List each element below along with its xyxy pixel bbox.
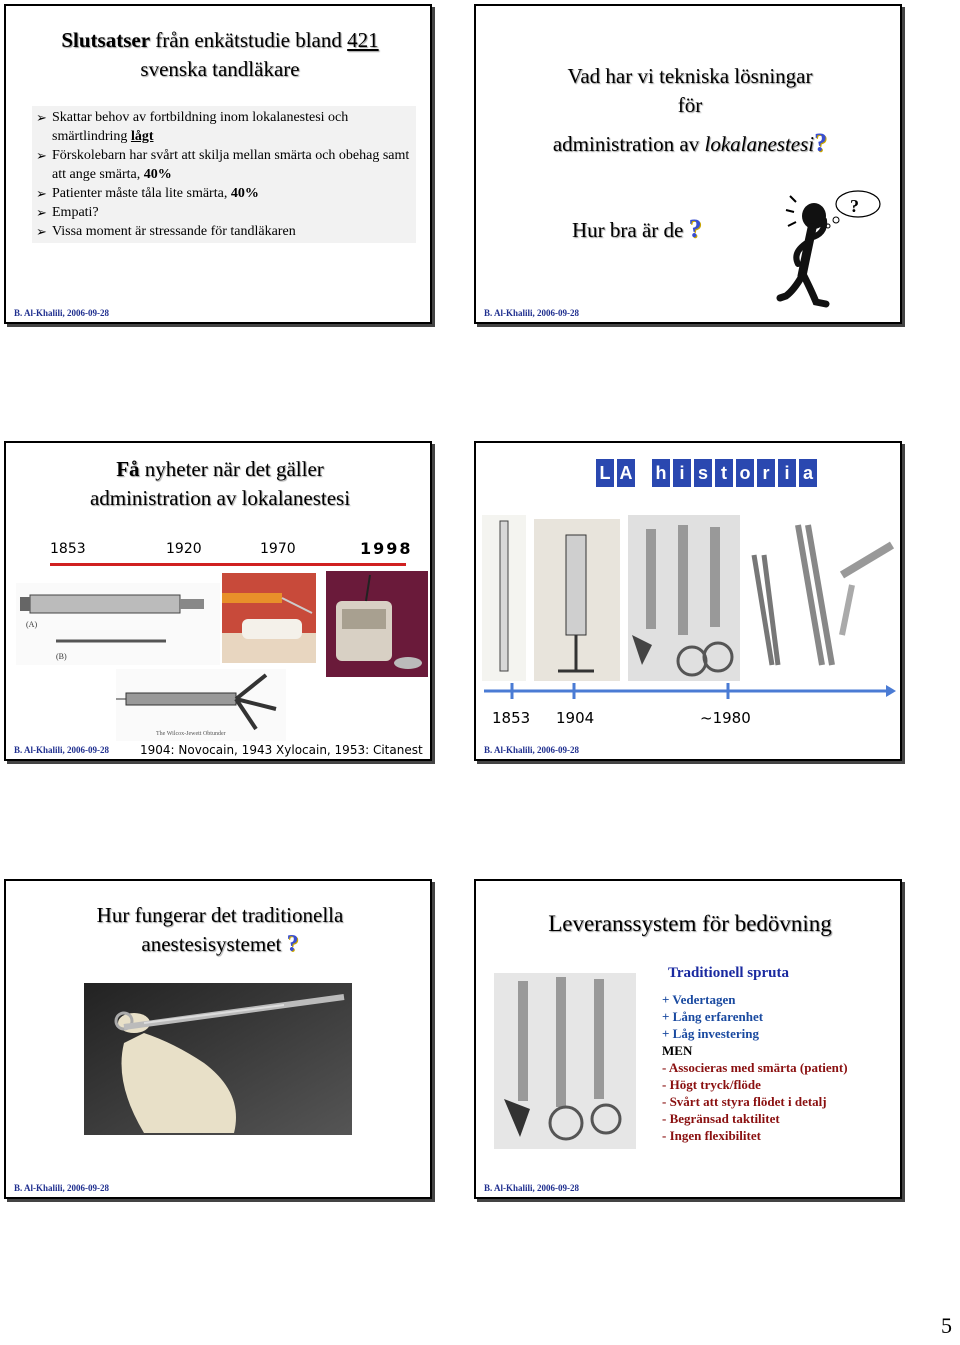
slide-3 (4, 441, 432, 761)
list-item: ➢ Skattar behov av fortbildning inom lokalanestesi och smärtlindring lågt (36, 110, 349, 144)
arrow-bullet-icon: ➢ (36, 110, 47, 125)
electronic-device-photo (326, 571, 428, 677)
logo-tile: h (652, 459, 670, 487)
slide-title: Få nyheter när det gäller administration av lokalanestesi (89, 457, 351, 510)
list-item: - Begränsad taktilitet (662, 1111, 780, 1126)
svg-text:(A): (A) (26, 620, 38, 629)
logo-tile: r (757, 459, 775, 487)
old-syringe-image (16, 583, 220, 665)
year-label: ~1980 (700, 709, 751, 727)
list-item: - Högt tryck/flöde (662, 1077, 761, 1092)
slide-2 (474, 4, 902, 324)
list-item: + Lång erfarenhet (662, 1009, 764, 1024)
question-text: Hur bra är de ? (572, 214, 702, 243)
anesthetic-caption: 1904: Novocain, 1943 Xylocain, 1953: Citanest (140, 743, 423, 757)
year-label: 1904 (556, 709, 595, 727)
list-item: - Associeras med smärta (patient) (662, 1060, 848, 1075)
logo-tile: o (736, 459, 754, 487)
list-item: ➢ Förskolebarn har svårt att skilja mellan smärta och obehag samt att ange smärta, 40% (36, 148, 410, 182)
la-historia-logo (596, 459, 817, 487)
list-item: - Svårt att styra flödet i detalj (662, 1094, 827, 1109)
logo-tile: t (715, 459, 733, 487)
slide-4 (474, 441, 902, 761)
page-number: 5 (941, 1313, 952, 1338)
list-item: ➢ Vissa moment är stressande för tandläkaren (36, 224, 296, 239)
slide-footer: B. Al-Khalili, 2006-09-28 (484, 308, 580, 318)
list-item: + Vedertagen (662, 992, 736, 1007)
list-item: - Ingen flexibilitet (662, 1128, 761, 1143)
svg-text:The Wilcox-Jewett Obtunder: The Wilcox-Jewett Obtunder (156, 731, 226, 737)
slide-footer: B. Al-Khalili, 2006-09-28 (484, 745, 580, 755)
slide-6 (474, 879, 902, 1199)
year-label-bold: 1998 (360, 539, 413, 558)
arrow-bullet-icon: ➢ (36, 205, 47, 220)
slide-footer: B. Al-Khalili, 2006-09-28 (14, 1183, 110, 1193)
arrow-bullet-icon: ➢ (36, 186, 47, 201)
logo-tile: A (617, 459, 635, 487)
men-label: MEN (662, 1043, 693, 1058)
slide-footer: B. Al-Khalili, 2006-09-28 (14, 308, 110, 318)
list-item: ➢ Patienter måste tåla lite smärta, 40% (36, 186, 259, 201)
gloved-hand-syringe-photo (84, 983, 352, 1135)
slide-1 (4, 4, 432, 324)
timeline-line (50, 563, 406, 566)
slide-subtitle: administration av lokalanestesi? (552, 128, 828, 157)
logo-tile: i (673, 459, 691, 487)
dental-injection-photo (222, 573, 316, 663)
slide-title: Slutsatser från enkätstudie bland 421 svenska tandläkare (61, 28, 379, 81)
arrow-bullet-icon: ➢ (36, 148, 47, 163)
slide-title: Leveranssystem för bedövning (548, 911, 832, 936)
year-label: 1970 (260, 541, 296, 557)
list-item: + Låg investering (662, 1026, 759, 1041)
antique-syringe-drawing (116, 669, 286, 741)
logo-tile: s (694, 459, 712, 487)
year-label: 1920 (166, 541, 202, 557)
thought-question-mark: ? (850, 196, 859, 216)
logo-tile: a (799, 459, 817, 487)
thinking-figure-icon (776, 186, 896, 316)
arrow-bullet-icon: ➢ (36, 224, 47, 239)
slide-5 (4, 879, 432, 1199)
syringe-history-photos (482, 515, 900, 683)
list-item: ➢ Empati? (36, 205, 99, 220)
pros-cons-list (662, 991, 848, 1144)
slide-footer: B. Al-Khalili, 2006-09-28 (14, 745, 110, 755)
slide-title: Vad har vi tekniska lösningar för (567, 64, 813, 117)
slide-title: Hur fungerar det traditionella anestesisystemet ? (96, 903, 344, 957)
svg-text:(B): (B) (56, 652, 67, 661)
traditional-syringes-photo (494, 973, 636, 1149)
syringe-subtitle: Traditionell spruta (668, 965, 789, 981)
timeline-arrow (484, 683, 896, 699)
logo-tile: L (596, 459, 614, 487)
bullet-list (32, 106, 416, 243)
slide-footer: B. Al-Khalili, 2006-09-28 (484, 1183, 580, 1193)
logo-tile: i (778, 459, 796, 487)
year-label: 1853 (50, 541, 86, 557)
year-label: 1853 (492, 709, 531, 727)
